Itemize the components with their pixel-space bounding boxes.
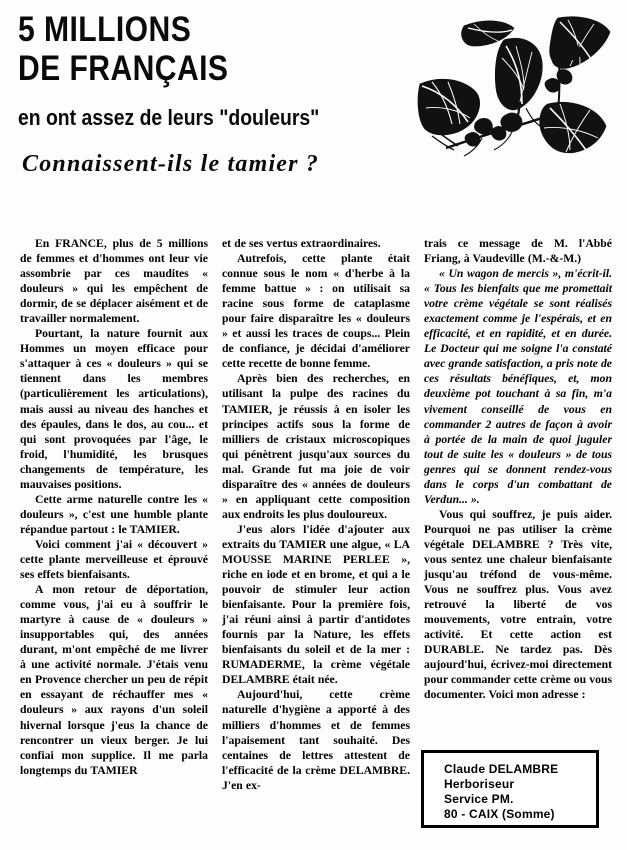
headline-line-2: DE FRANÇAIS (18, 49, 229, 89)
address-title: Herboriseur (444, 777, 515, 791)
page-title (18, 10, 362, 88)
paragraph: J'eus alors l'idée d'ajouter aux extraits du TAMIER une algue, « LA MOUSSE MARINE PERLEE », riche en iode et en brome, et qui a le pouvoir de stimuler leur action bienfaisante. Pour la première fois, j'ai réuni ainsi à partir d'antidotes fournis par la Nature, les effets bienfaisants du soleil et de la mer : RUMADERME, la crème végétale DELAMBRE était née. (222, 522, 410, 687)
paragraph: Pourtant, la nature fournit aux Hommes un moyen efficace pour s'attaquer à ces « douleurs » qui se tiennent dans les membres (particulièrement les articulations), mais aussi au niveau des hanches et des épaules, dans le dos, au cou... et qui sont provoquées par l'âge, le froid, l'humidité, les brusques changements de température, les mauvaises positions. (20, 327, 208, 491)
paragraph: Voici comment j'ai « découvert » cette plante merveilleuse et éprouvé ses effets bienfaisants. (20, 537, 208, 582)
masthead (18, 10, 418, 178)
paragraph: A mon retour de déportation, comme vous, j'ai eu à souffrir le martyre à cause de « douleurs » insupportables qui, des années durant, m'ont empêché de me livrer à une activité normale. J'étais venu en Provence chercher un peu de répit en essayant de réchauffer mes « douleurs » aux rayons d'un soleil hivernal lorsque j'eus la chance de rencontrer un vieux berger. Je lui confiai mon supplice. Il me parla longtemps du TAMIER (20, 583, 208, 777)
paragraph: Autrefois, cette plante était connue sous le nom « d'herbe à la femme battue » : on utilisait sa racine sous forme de cataplasme pour faire disparaître les « douleurs » et aussi les traces de coups... Plein de confiance, je décidai d'améliorer cette recette de bonne femme. (222, 252, 410, 371)
address-box (421, 750, 599, 828)
paragraph: Cette arme naturelle contre les « douleurs », c'est une humble plante répandue partout : le TAMIER. (20, 492, 208, 536)
testimonial-quote: « Un wagon de mercis », m'écrit-il. « Tous les bienfaits que me promettait votre crème végétale se sont réalisés exactement comme je l'espérais, et en efficacité, et en rapidité, et en durée. Le Docteur qui me soigne l'a constaté avec grande satisfaction, a pris note de ces résultats bénéfiques, et, mon deuxième pot touchant à sa fin, m'a vivement conseillé de vous en commander 2 autres de façon à avoir à portée de la main de quoi juguler tout de suite les « douleurs » de tous genres qui se donnent rendez-vous dans le corps d'un combattant de Verdun... ». (424, 267, 612, 506)
paragraph: Vous qui souffrez, je puis aider. Pourquoi ne pas utiliser la crème végétale DELAMBRE ? Très vite, vous sentez une chaleur bienfaisante jusqu'au tréfond de vous-même. Vous ne souffrez plus. Vous avez retrouvé la liberté de vos mouvements, votre entrain, votre activité. Et cette action est DURABLE. Ne tardez pas. Dès aujourd'hui, écrivez-moi directement pour commander cette crème ou vous documenter. Voici mon adresse : (424, 507, 612, 702)
text-column-2 (222, 236, 410, 840)
paragraph: trais ce message de M. l'Abbé Friang, à Vaudeville (M.-&-M.) (424, 237, 612, 266)
kicker-question: Connaissent-ils le tamier ? (22, 150, 320, 177)
paragraph: Après bien des recherches, en utilisant la pulpe des racines du TAMIER, je réussis à en isoler les principes actifs sous la forme de milliers de cristaux microscopiques qui pénètrent jusqu'aux sources du mal. Grande fut ma joie de voir disparaître des « années de douleurs » en appliquant cette composition aux endroits les plus douloureux. (222, 372, 410, 521)
headline-line-1: 5 MILLIONS (18, 10, 192, 49)
text-column-1 (20, 236, 208, 840)
subheadline: en ont assez de leurs "douleurs" (18, 105, 320, 131)
paragraph: En FRANCE, plus de 5 millions de femmes et d'hommes ont leur vie assombrie par ces maudites « douleurs » qui les empêchent de dormir, de se déplacer aisément et de travailler normalement. (20, 237, 208, 326)
address-location: 80 - CAIX (Somme) (444, 807, 555, 821)
address-name: Claude DELAMBRE (444, 762, 559, 776)
address-content (424, 753, 596, 822)
paragraph: et de ses vertus extraordinaires. (222, 237, 381, 250)
tamier-plant-icon (408, 12, 620, 184)
paragraph: Aujourd'hui, cette crème naturelle d'hygiène a apporté à des milliers d'hommes et de femmes l'apaisement tant souhaité. Des centaines de lettres attestent de l'efficacité de la crème DELAMBRE. J'en ex- (222, 688, 410, 792)
address-service: Service PM. (444, 792, 514, 806)
